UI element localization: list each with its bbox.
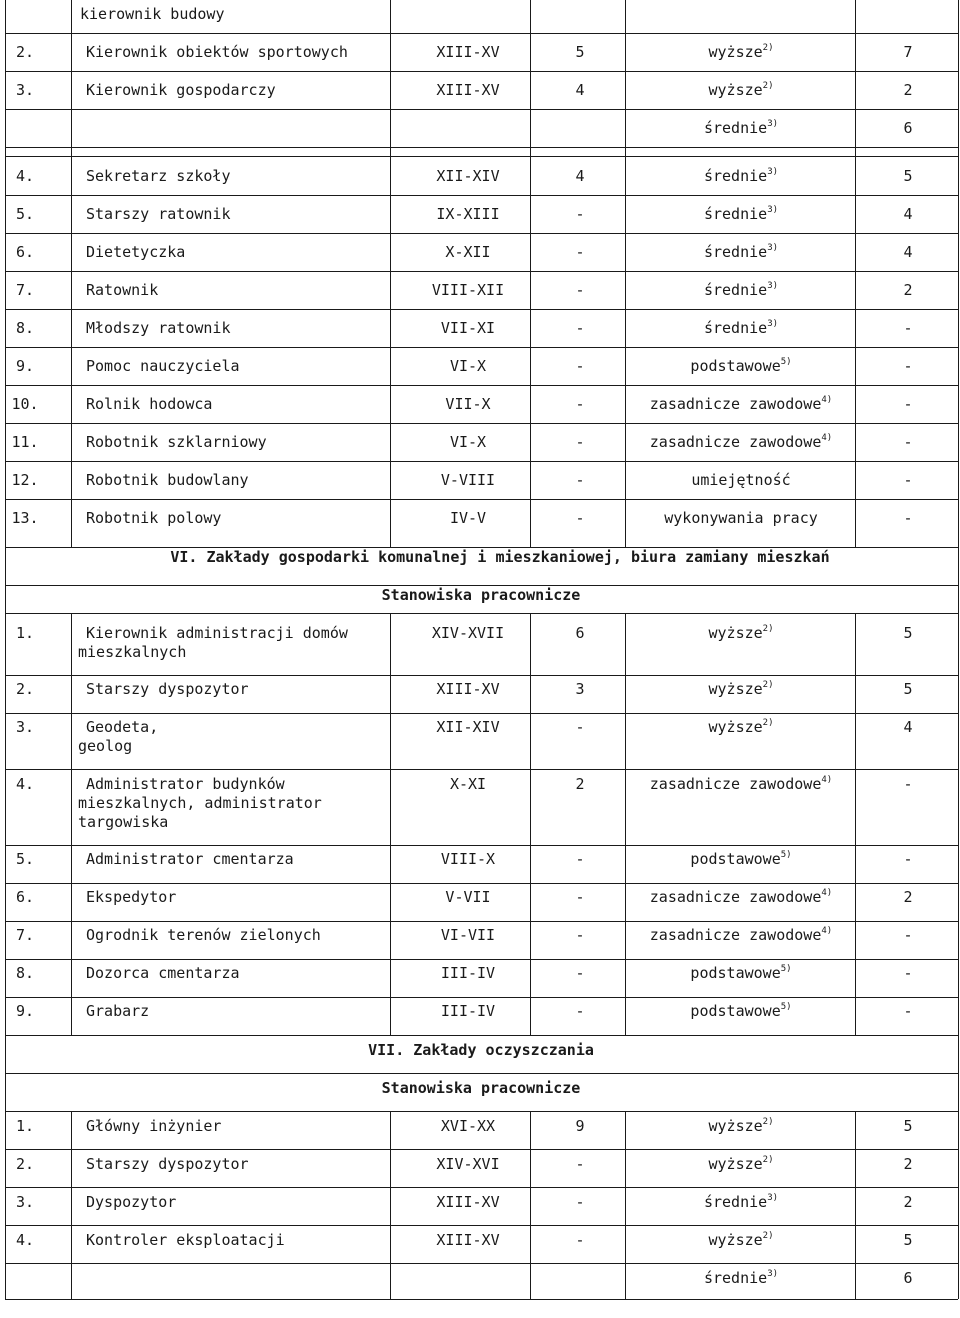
education-requirement	[704, 281, 778, 300]
experience-years: -	[575, 205, 585, 223]
column-rule	[958, 613, 959, 1035]
other-value: 5	[903, 1231, 913, 1249]
experience-years: -	[575, 850, 585, 868]
footnote-ref: 5)	[780, 850, 792, 860]
footnote-ref: 4)	[821, 775, 833, 785]
other-value: -	[903, 357, 913, 375]
grade-range: XIII-XV	[436, 680, 500, 698]
other-value: -	[903, 395, 913, 413]
education-label: średnie	[703, 243, 768, 261]
education-requirement	[664, 509, 818, 528]
education-label: zasadnicze zawodowe	[649, 926, 822, 944]
column-rule	[530, 613, 531, 1035]
row-rule	[5, 233, 958, 234]
education-requirement	[708, 680, 773, 699]
education-label: podstawowe	[690, 850, 781, 868]
footnote-ref: 2)	[762, 680, 774, 690]
footnote-ref: 4)	[821, 926, 833, 936]
row-number: 9.	[15, 1002, 35, 1020]
grade-range: III-IV	[440, 1002, 496, 1020]
grade-range: V-VIII	[440, 471, 496, 489]
row-rule	[5, 675, 958, 676]
education-requirement	[650, 888, 832, 907]
position-name: Ogrodnik terenów zielonych	[86, 926, 321, 944]
column-rule	[958, 0, 959, 547]
column-rule	[625, 1111, 626, 1299]
experience-years: -	[575, 926, 585, 944]
grade-range: XVI-XX	[440, 1117, 496, 1135]
row-rule	[5, 959, 958, 960]
column-rule	[958, 1035, 959, 1111]
footnote-ref: 2)	[762, 81, 774, 91]
position-name: Dietetyczka	[86, 243, 186, 261]
education-label: wyższe	[708, 81, 763, 99]
experience-years: -	[575, 1193, 585, 1211]
row-rule	[5, 921, 958, 922]
education-requirement	[690, 964, 791, 983]
row-number: 6.	[15, 243, 35, 261]
position-name: Rolnik hodowca	[86, 395, 213, 413]
column-rule	[855, 0, 856, 547]
row-rule	[5, 347, 958, 348]
education-label: średnie	[703, 167, 768, 185]
education-label: wyższe	[708, 624, 763, 642]
column-rule	[530, 1111, 531, 1299]
row-number: 1.	[15, 624, 35, 642]
row-rule	[5, 1111, 958, 1112]
position-name: mieszkalnych	[78, 643, 187, 661]
footnote-ref: 5)	[780, 357, 792, 367]
row-number: 12.	[11, 471, 39, 489]
row-number: 5.	[15, 850, 35, 868]
footnote-ref: 4)	[821, 888, 833, 898]
grade-range: VIII-X	[440, 850, 496, 868]
education-requirement	[704, 319, 778, 338]
footnote-ref: 5)	[780, 1002, 792, 1012]
education-label: podstawowe	[690, 1002, 781, 1020]
education-label: średnie	[703, 1193, 768, 1211]
education-requirement	[650, 926, 832, 945]
column-rule	[855, 613, 856, 1035]
experience-years: -	[575, 964, 585, 982]
education-label: podstawowe	[690, 357, 781, 375]
row-number: 7.	[15, 926, 35, 944]
row-number: 2.	[15, 1155, 35, 1173]
row-rule	[5, 883, 958, 884]
section-subtitle: Stanowiska pracownicze	[381, 586, 581, 604]
section-title: VI. Zakłady gospodarki komunalnej i mieszkaniowej, biura zamiany mieszkań	[170, 548, 830, 566]
column-rule	[855, 1111, 856, 1299]
grade-range: V-VII	[445, 888, 491, 906]
position-name: Geodeta,	[86, 718, 159, 736]
education-label: wyższe	[708, 1117, 763, 1135]
other-value: 6	[903, 1269, 913, 1287]
position-name: Ratownik	[86, 281, 159, 299]
other-value: 4	[903, 718, 913, 736]
section-title: VII. Zakłady oczyszczania	[368, 1041, 594, 1059]
experience-years: 3	[575, 680, 585, 698]
footnote-ref: 2)	[762, 1231, 774, 1241]
row-rule	[5, 156, 958, 157]
row-rule	[5, 1073, 958, 1074]
education-label: średnie	[703, 1269, 768, 1287]
row-number: 11.	[11, 433, 39, 451]
other-value: -	[903, 775, 913, 793]
column-rule	[530, 0, 531, 547]
experience-years: -	[575, 1155, 585, 1173]
grade-range: IX-XIII	[436, 205, 500, 223]
row-number: 3.	[15, 81, 35, 99]
position-name: Dozorca cmentarza	[86, 964, 240, 982]
footnote-ref: 2)	[762, 1117, 774, 1127]
column-rule	[5, 613, 6, 1035]
grade-range: X-XII	[445, 243, 491, 261]
grade-range: XII-XIV	[436, 718, 500, 736]
education-label: wyższe	[708, 1231, 763, 1249]
grade-range: XIII-XV	[436, 81, 500, 99]
education-label: umiejętność	[691, 471, 791, 489]
education-requirement	[708, 81, 773, 100]
experience-years: -	[575, 433, 585, 451]
row-rule	[5, 71, 958, 72]
grade-range: VI-VII	[440, 926, 496, 944]
education-requirement	[704, 119, 778, 138]
row-number: 2.	[15, 43, 35, 61]
position-name: Starszy dyspozytor	[86, 1155, 249, 1173]
other-value: 6	[903, 119, 913, 137]
education-requirement	[708, 1117, 773, 1136]
grade-range: XIII-XV	[436, 1193, 500, 1211]
other-value: -	[903, 319, 913, 337]
other-value: 5	[903, 624, 913, 642]
row-rule	[5, 997, 958, 998]
row-number: 7.	[15, 281, 35, 299]
other-value: -	[903, 850, 913, 868]
education-label: zasadnicze zawodowe	[649, 395, 822, 413]
education-requirement	[704, 243, 778, 262]
education-requirement	[650, 433, 832, 452]
column-rule	[5, 547, 6, 613]
education-requirement	[650, 775, 832, 794]
row-rule	[5, 613, 958, 614]
grade-range: IV-V	[449, 509, 487, 527]
row-rule	[5, 769, 958, 770]
other-value: 7	[903, 43, 913, 61]
row-rule	[5, 499, 958, 500]
education-requirement	[708, 624, 773, 643]
education-requirement	[690, 357, 791, 376]
other-value: -	[903, 509, 913, 527]
other-value: -	[903, 964, 913, 982]
row-rule	[5, 423, 958, 424]
grade-range: VI-X	[449, 433, 487, 451]
row-rule	[5, 309, 958, 310]
position-name: Administrator cmentarza	[86, 850, 294, 868]
row-number: 9.	[15, 357, 35, 375]
other-value: 2	[903, 1193, 913, 1211]
footnote-ref: 3)	[767, 1269, 779, 1279]
education-label: podstawowe	[690, 964, 781, 982]
grade-range: X-XI	[449, 775, 487, 793]
grade-range: XIV-XVI	[436, 1155, 500, 1173]
education-label: zasadnicze zawodowe	[649, 775, 822, 793]
grade-range: VI-X	[449, 357, 487, 375]
row-number: 6.	[15, 888, 35, 906]
position-name: Pomoc nauczyciela	[86, 357, 240, 375]
row-number: 4.	[15, 775, 35, 793]
education-label: wyższe	[708, 1155, 763, 1173]
row-number: 3.	[15, 1193, 35, 1211]
education-label: wyższe	[708, 718, 763, 736]
position-name: Starszy ratownik	[86, 205, 231, 223]
position-name: geolog	[78, 737, 133, 755]
other-value: -	[903, 433, 913, 451]
footnote-ref: 3)	[767, 281, 779, 291]
row-number: 8.	[15, 319, 35, 337]
other-value: 2	[903, 81, 913, 99]
education-label: średnie	[703, 205, 768, 223]
column-rule	[958, 1111, 959, 1299]
row-rule	[5, 195, 958, 196]
grade-range: VIII-XII	[431, 281, 505, 299]
footnote-ref: 3)	[767, 167, 779, 177]
row-rule	[5, 385, 958, 386]
continued-position-name: kierownik budowy	[80, 5, 225, 23]
row-number: 4.	[15, 1231, 35, 1249]
other-value: 2	[903, 888, 913, 906]
column-rule	[71, 613, 72, 1035]
experience-years: 6	[575, 624, 585, 642]
experience-years: -	[575, 509, 585, 527]
column-rule	[958, 547, 959, 613]
education-requirement	[690, 850, 791, 869]
row-number: 3.	[15, 718, 35, 736]
row-rule	[5, 1263, 958, 1264]
other-value: 4	[903, 243, 913, 261]
other-value: 2	[903, 281, 913, 299]
education-requirement	[708, 1155, 773, 1174]
experience-years: -	[575, 1002, 585, 1020]
column-rule	[390, 1111, 391, 1299]
experience-years: -	[575, 243, 585, 261]
position-name: Kierownik administracji domów	[86, 624, 348, 642]
position-name: mieszkalnych, administrator	[78, 794, 322, 812]
position-name: Robotnik polowy	[86, 509, 222, 527]
education-label: średnie	[703, 319, 768, 337]
education-label: wyższe	[708, 43, 763, 61]
grade-range: III-IV	[440, 964, 496, 982]
education-requirement	[704, 1193, 778, 1212]
other-value: 5	[903, 680, 913, 698]
position-name: Robotnik szklarniowy	[86, 433, 267, 451]
row-number: 5.	[15, 205, 35, 223]
section-subtitle: Stanowiska pracownicze	[381, 1079, 581, 1097]
experience-years: -	[575, 888, 585, 906]
education-label: wykonywania pracy	[664, 509, 818, 527]
footnote-ref: 3)	[767, 205, 779, 215]
footnote-ref: 2)	[762, 1155, 774, 1165]
education-requirement	[708, 1231, 773, 1250]
row-number: 4.	[15, 167, 35, 185]
other-value: 5	[903, 1117, 913, 1135]
experience-years: 4	[575, 81, 585, 99]
column-rule	[71, 0, 72, 547]
position-name: Grabarz	[86, 1002, 150, 1020]
experience-years: -	[575, 718, 585, 736]
footnote-ref: 3)	[767, 243, 779, 253]
education-requirement	[708, 718, 773, 737]
row-rule	[5, 461, 958, 462]
education-requirement	[650, 395, 832, 414]
education-label: zasadnicze zawodowe	[649, 888, 822, 906]
education-label: średnie	[703, 281, 768, 299]
column-rule	[390, 0, 391, 547]
row-number: 13.	[11, 509, 39, 527]
position-name: Ekspedytor	[86, 888, 177, 906]
footnote-ref: 3)	[767, 319, 779, 329]
experience-years: -	[575, 319, 585, 337]
position-name: Młodszy ratownik	[86, 319, 231, 337]
column-rule	[71, 1111, 72, 1299]
other-value: -	[903, 471, 913, 489]
footnote-ref: 4)	[821, 433, 833, 443]
row-rule	[5, 271, 958, 272]
experience-years: 5	[575, 43, 585, 61]
column-rule	[625, 0, 626, 547]
education-requirement	[708, 43, 773, 62]
row-rule	[5, 109, 958, 110]
row-number: 8.	[15, 964, 35, 982]
experience-years: 9	[575, 1117, 585, 1135]
position-name: Kierownik obiektów sportowych	[86, 43, 348, 61]
column-rule	[625, 613, 626, 1035]
experience-years: -	[575, 357, 585, 375]
education-requirement	[704, 1269, 778, 1288]
grade-range: XII-XIV	[436, 167, 500, 185]
other-value: 5	[903, 167, 913, 185]
row-rule	[5, 713, 958, 714]
footnote-ref: 3)	[767, 119, 779, 129]
footnote-ref: 2)	[762, 718, 774, 728]
grade-range: VII-XI	[440, 319, 496, 337]
grade-range: XIII-XV	[436, 1231, 500, 1249]
footnote-ref: 2)	[762, 624, 774, 634]
education-requirement	[691, 471, 790, 490]
footnote-ref: 3)	[767, 1193, 779, 1203]
row-rule	[5, 1299, 958, 1300]
grade-range: VII-X	[445, 395, 491, 413]
position-name: targowiska	[78, 813, 169, 831]
row-rule	[5, 845, 958, 846]
education-requirement	[690, 1002, 791, 1021]
experience-years: 4	[575, 167, 585, 185]
position-name: Sekretarz szkoły	[86, 167, 231, 185]
position-name: Dyspozytor	[86, 1193, 177, 1211]
position-name: Główny inżynier	[86, 1117, 222, 1135]
row-rule	[5, 1187, 958, 1188]
education-label: zasadnicze zawodowe	[649, 433, 822, 451]
experience-years: -	[575, 1231, 585, 1249]
footnote-ref: 4)	[821, 395, 833, 405]
row-rule	[5, 1149, 958, 1150]
column-rule	[5, 1035, 6, 1111]
row-rule	[5, 1035, 958, 1036]
row-rule	[5, 33, 958, 34]
position-name: Kontroler eksploatacji	[86, 1231, 285, 1249]
other-value: -	[903, 926, 913, 944]
other-value: -	[903, 1002, 913, 1020]
grade-range: XIII-XV	[436, 43, 500, 61]
experience-years: 2	[575, 775, 585, 793]
experience-years: -	[575, 471, 585, 489]
row-number: 1.	[15, 1117, 35, 1135]
experience-years: -	[575, 281, 585, 299]
education-label: średnie	[703, 119, 768, 137]
other-value: 4	[903, 205, 913, 223]
column-rule	[5, 0, 6, 547]
grade-range: XIV-XVII	[431, 624, 505, 642]
position-name: Administrator budynków	[86, 775, 285, 793]
other-value: 2	[903, 1155, 913, 1173]
row-number: 10.	[11, 395, 39, 413]
row-rule	[5, 1225, 958, 1226]
education-requirement	[704, 167, 778, 186]
row-number: 2.	[15, 680, 35, 698]
row-rule	[5, 147, 958, 148]
footnote-ref: 2)	[762, 43, 774, 53]
experience-years: -	[575, 395, 585, 413]
position-name: Starszy dyspozytor	[86, 680, 249, 698]
column-rule	[390, 613, 391, 1035]
position-name: Robotnik budowlany	[86, 471, 249, 489]
education-label: wyższe	[708, 680, 763, 698]
footnote-ref: 5)	[780, 964, 792, 974]
education-requirement	[704, 205, 778, 224]
position-name: Kierownik gospodarczy	[86, 81, 276, 99]
column-rule	[5, 1111, 6, 1299]
